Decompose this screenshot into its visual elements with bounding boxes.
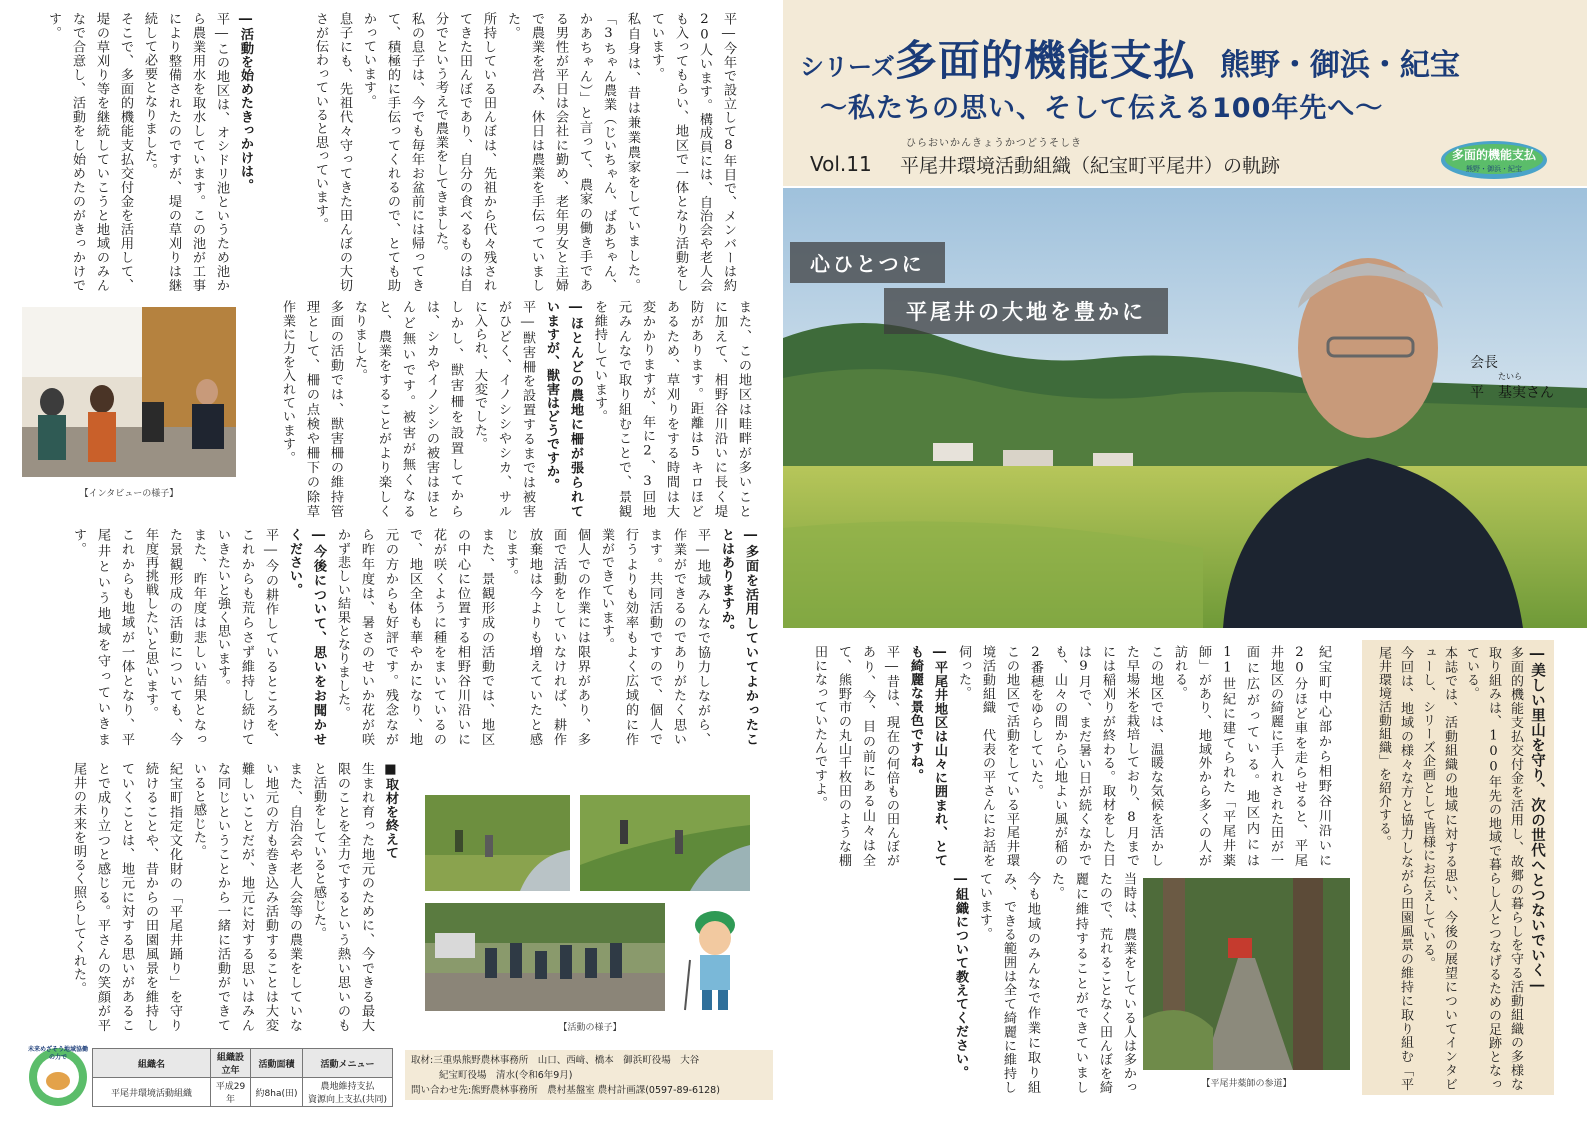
hero-banner-2: 平尾井の大地を豊かに <box>884 288 1168 334</box>
answer-1-continued: 当時は、農業をしている人は多かったので、荒れることなく田んぼを綺麗に維持することができていました。 <box>1049 872 1136 1094</box>
cell-org-name: 平尾井環境活動組織 <box>93 1078 211 1107</box>
lead-paragraph-1: 多面的機能支払交付金を活用し、故郷の暮らしを守る活動組織の多様な取り組みは、100年先の地域で暮らし人とつなげるための足跡となっている。 <box>1464 646 1523 1091</box>
series-title <box>800 28 1460 88</box>
answer-5-c: 多面の活動では、獣害柵の維持管理として、柵の点検や柵下の除草作業に力を入れています。 <box>280 300 343 518</box>
activity-photo-2 <box>580 795 750 891</box>
body-column-left-middle <box>245 300 755 518</box>
answer-6-b: 個人での作業には限界があり、多面で活動をしていなければ、耕作放棄地は今よりも増えていたと感じます。 <box>503 528 590 746</box>
answer-1-end: 今も地域のみんなで作業に取り組み、できる範囲は全て綺麗に維持しています。 <box>977 872 1040 1094</box>
answer-5: 平―獣害柵を設置するまでは被害がひどく、イノシシやシカ、サルに入られ、大変でした。 <box>472 300 535 518</box>
menu-item-2: 資源向上支払(共同) <box>307 1095 388 1105</box>
answer-2-e: 息子にも、先祖代々守ってきた田んぼの大切さが伝わっていると思っています。 <box>313 12 352 292</box>
interview-photo <box>22 307 236 477</box>
activity-group-photo <box>425 903 665 1011</box>
question-5: ―ほとんどの農地に柵が張られていますが、獣害はどうですか。 <box>544 300 583 518</box>
body-column-left-top <box>260 12 740 292</box>
answer-6: 平―地域みんなで協力しながら、作業ができるのでありがたく思います。共同活動ですので、個人で行うよりも効率もよく広域的に作業ができています。 <box>599 528 710 746</box>
lead-paragraph-2: 本誌では、活動組織の地域に対する思い、今後の展望についてインタビューし、シリーズ企画として皆様にお伝えしている。 <box>1420 646 1457 1091</box>
closing-column <box>30 762 402 1032</box>
question-6: ―多面を活用していてよかったことはありますか。 <box>719 528 758 746</box>
logo-main-text: 多面的機能支払 <box>1451 148 1537 162</box>
badge-text: 未来めざそう地域協働の力で <box>27 1046 88 1061</box>
body-column-right-lower <box>790 872 1140 1094</box>
mascot-character <box>680 900 750 1015</box>
chairman-title: 会長 <box>1470 355 1498 371</box>
question-2: ―組織について教えてください。 <box>953 872 968 1080</box>
answer-2-c: 所持している田んぼは、先祖から代々残されてきた田んぼであり、自分の食べるものは自分でという考えで農業をしてきました。 <box>433 12 496 292</box>
lead-headline: ―美しい里山を守り、次の世代へとつないでいく― <box>1529 646 1545 994</box>
body-column-far-left-top <box>22 12 257 292</box>
hero-banner-1: 心ひとつに <box>790 242 945 283</box>
series-main-title: 多面的機能支払 <box>894 36 1196 85</box>
answer-7: 平―今の耕作しているところを、これからも荒らさず維持し続けていきたいと強く思います。 <box>215 528 278 746</box>
intro-paragraph-1: 紀宝町中心部から相野谷川沿いに20分ほど車を走らせると、平尾井地区の綺麗に手入れされた田が一面に広がっている。地区内には11世紀に建てられた「平尾井薬師」があり、地域外から多くの人が訪れる。 <box>1172 645 1331 867</box>
answer-6-c: また、景観形成の活動では、地区の中心に位置する相野谷川沿いに花が咲くように種をまいているので、地区全体も華やかになり、地元の方からも好評です。残念ながら昨年度は、暑さのせいか花が咲かず悲しい結果となりました。 <box>335 528 494 746</box>
answer-5-b: しかし、獣害柵を設置してからは、シカやイノシシの被害はほとんど無いです。被害が無くなると、農業をすることがより楽しくなりました。 <box>352 300 463 518</box>
organization-info-table <box>92 1048 393 1107</box>
closing-paragraph-2: また、自治会や老人会等の農業をしていない地元の方も巻き込み活動することは大変難しいことだが、地元に対する思いはみんな同じということから一緒に活動ができていると感じた。 <box>191 762 302 1032</box>
lead-text <box>1368 646 1548 1091</box>
answer-2-d: 私の息子は、今でも毎年お盆前には帰ってきて、積極的に手伝ってくれるので、とても助かっています。 <box>361 12 424 292</box>
temple-approach-photo <box>1143 878 1350 1070</box>
intro-paragraph-2: この地区では、温暖な気候を活かした早場米を栽培しており、8月までには稲刈りが終わる。取材をした日は9月で、まだ暑い日が続くなかでも、山々の間から心地よい風が稲の2番穂をゆらしていた。 <box>1028 645 1163 867</box>
cell-menu <box>303 1078 393 1107</box>
lead-paragraph-3: 今回は、地域の様々な方と協力しながら田園風景の維持に取り組む「平尾井環境活動組織」を紹介する。 <box>1376 646 1413 1091</box>
answer-3: 平―この地区は、オシドリ池というため池から農業用水を取水しています。この池が工事により整備されたのですが、堤の草刈りは継続して必要となりました。 <box>142 12 229 292</box>
regional-badge <box>26 1046 90 1108</box>
chairman-name: 平 基実さん <box>1470 385 1554 401</box>
cell-est-year: 平成29年 <box>211 1078 251 1107</box>
answer-2-b: 私自身は、昔は兼業農家をしていました。「3ちゃん農業（じいちゃん、ばあちゃん、かあちゃん）」と言って、農家の働き手である男性が平日は会社に勤め、老年男女と主婦で農業を営み、休日は農業を手伝っていました。 <box>505 12 640 292</box>
col-header-menu: 活動メニュー <box>303 1049 393 1078</box>
contact-line-3: 問い合わせ先:熊野農林事務所 農村基盤室 農村計画課(0597-89-6128) <box>411 1085 720 1096</box>
question-7: ―今後について、思いをお聞かせください。 <box>287 528 326 746</box>
answer-7-b: また、昨年度は悲しい結果となった景観形成の活動についても、今年度再挑戦したいと思います。 <box>143 528 206 746</box>
col-header-name: 組織名 <box>93 1049 211 1078</box>
series-places: 熊野・御浜・紀宝 <box>1219 48 1460 83</box>
series-subtitle: ～私たちの思い、そして伝える100年先へ～ <box>820 93 1384 124</box>
answer-1: 平―昔は、現在の何倍もの田んぼがあり、今、目の前にある山々は全て、熊野市の丸山千枚田のような棚田になっていたんですよ。 <box>812 645 899 867</box>
series-prefix: シリーズ <box>800 53 895 81</box>
logo-sub-text: 熊野・御浜・紀宝 <box>1466 165 1522 173</box>
closing-paragraph-1: 生まれ育った地元のために、今できる最大限のことを全力でするという熱い思いのもと活動をしていると感じた。 <box>311 762 374 1032</box>
question-1: ―平尾井地区は山々に囲まれ、とても綺麗な景色ですね。 <box>908 645 947 867</box>
answer-4-pre: また、この地区は畦畔が多いことに加えて、相野谷川沿いに長く堤防があります。距離は5キロほどあるため、草刈りをする時間は大変かかりますが、年に2、3回地元みんなで取り組むことで、景観を維持しています。 <box>592 300 751 518</box>
interview-caption: 【インタビューの様子】 <box>79 489 179 499</box>
activity-photo-1 <box>425 795 570 891</box>
closing-heading: ■取材を終えて <box>383 762 398 860</box>
closing-paragraph-3: 紀宝町指定文化財の「平尾井踊り」を守り続けることや、昔からの田園風景を維持していくことは、地元に対する思いがあることで成り立つと感じる。平さんの笑顔が平尾井の未来を明るく照らしてくれた。 <box>71 762 182 1032</box>
contact-line-2: 紀宝町役場 清水(令和6年9月) <box>439 1070 573 1081</box>
tamenteki-logo <box>1440 138 1548 180</box>
temple-caption: 【平尾井薬師の参道】 <box>1201 1079 1292 1089</box>
answer-7-c: これからも地域が一体となり、平尾井という地域を守っていきます。 <box>71 528 134 746</box>
answer-3-b: そこで、多面的機能支払交付金を活用して、堤の草刈り等を継続していこうと地域のみんなで合意し、活動をし始めたのがきっかけです。 <box>46 12 133 292</box>
activity-caption: 【活動の様子】 <box>558 1023 622 1033</box>
volume-number: Vol.11 <box>810 152 872 176</box>
contact-box <box>405 1050 773 1100</box>
col-header-year: 組織設立年 <box>211 1049 251 1078</box>
cell-area: 約8ha(田) <box>251 1078 303 1107</box>
intro-paragraph-3: この地区で活動をしている平尾井環境活動組織 代表の平さんにお話を伺った。 <box>956 645 1019 867</box>
org-ruby: ひらおいかんきょうかつどうそしき <box>906 138 1082 149</box>
chairman-ruby: たいら <box>1498 372 1522 381</box>
contact-line-1: 取材:三重県熊野農林事務所 山口、西﨑、橋本 御浜町役場 大谷 <box>411 1055 700 1066</box>
answer-2: 平―今年で設立して8年目で、メンバーは約20人います。構成員には、自治会や老人会も入ってもらい、地区で一体となり活動をしています。 <box>649 12 736 292</box>
body-column-left-lower <box>22 528 762 746</box>
organization-title: 平尾井環境活動組織（紀宝町平尾井）の軌跡 <box>900 155 1281 177</box>
body-column-right-upper <box>790 645 1335 867</box>
menu-item-1: 農地維持支払 <box>320 1082 375 1092</box>
col-header-area: 活動面積 <box>251 1049 303 1078</box>
question-3: ―活動を始めたきっかけは。 <box>238 12 253 192</box>
